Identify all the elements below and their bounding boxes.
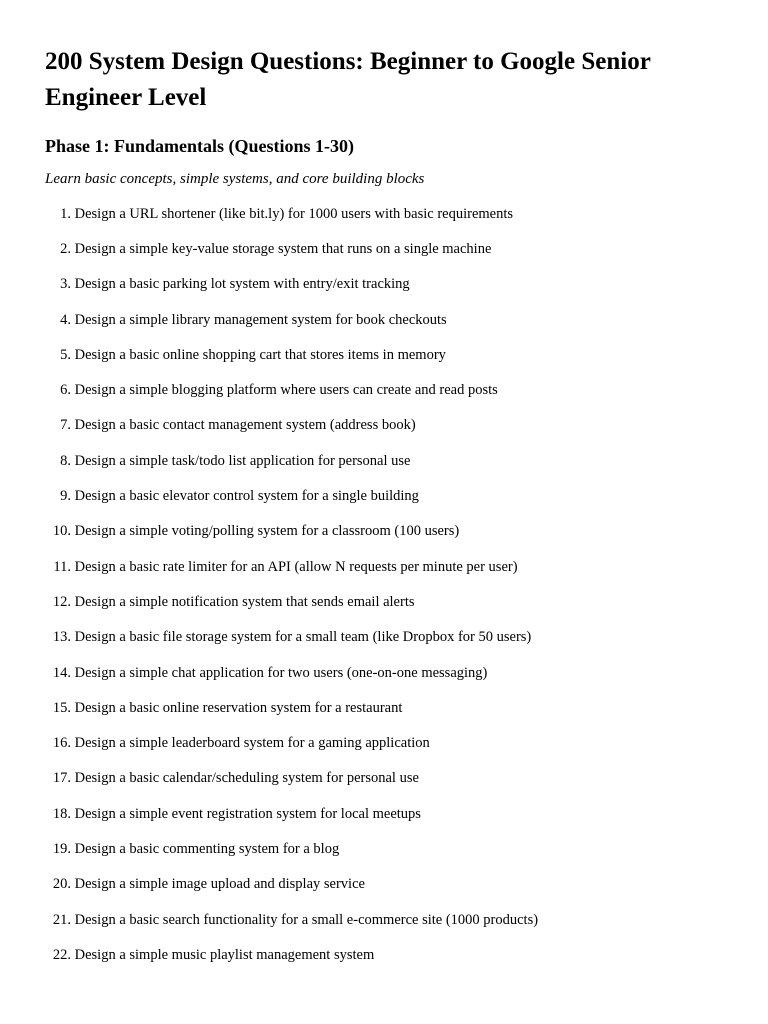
question-item — [45, 867, 728, 902]
question-number: 3. — [60, 276, 71, 293]
question-number: 2. — [60, 240, 71, 257]
question-number: 8. — [60, 452, 71, 469]
question-text: Design a simple music playlist management system — [74, 946, 375, 963]
question-item — [45, 514, 728, 549]
question-item — [45, 443, 728, 478]
question-number: 19. — [52, 840, 71, 857]
question-text: Design a URL shortener (like bit.ly) for 1000 users with basic requirements — [74, 205, 514, 222]
question-text: Design a basic online reservation system for a restaurant — [74, 699, 403, 716]
question-item — [45, 831, 728, 866]
question-number: 16. — [52, 735, 71, 752]
phase-description: Learn basic concepts, simple systems, and core building blocks — [45, 171, 425, 187]
question-number: 6. — [60, 382, 71, 399]
question-number: 5. — [60, 346, 71, 363]
question-item — [45, 902, 728, 937]
question-item — [45, 549, 728, 584]
question-item — [45, 337, 728, 372]
question-text: Design a basic file storage system for a small team (like Dropbox for 50 users) — [74, 629, 532, 646]
question-number: 4. — [60, 311, 71, 328]
question-text: Design a basic online shopping cart that stores items in memory — [74, 346, 446, 363]
question-text: Design a simple leaderboard system for a gaming application — [74, 735, 430, 752]
question-item — [45, 725, 728, 760]
question-number: 15. — [52, 699, 71, 716]
question-text: Design a simple chat application for two users (one-on-one messaging) — [74, 664, 488, 681]
question-number: 17. — [52, 770, 71, 787]
question-number: 18. — [52, 805, 71, 822]
question-number: 21. — [52, 911, 71, 928]
question-number: 7. — [60, 417, 71, 434]
question-item — [45, 231, 728, 266]
question-text: Design a simple notification system that sends email alerts — [74, 593, 415, 610]
question-number: 10. — [52, 523, 71, 540]
question-text: Design a basic commenting system for a blog — [74, 840, 340, 857]
question-item — [45, 196, 728, 231]
question-text: Design a basic elevator control system for a single building — [74, 488, 419, 505]
question-item — [45, 655, 728, 690]
question-text: Design a basic contact management system (address book) — [74, 417, 416, 434]
question-text: Design a simple key-value storage system that runs on a single machine — [74, 240, 492, 257]
question-number: 9. — [60, 488, 71, 505]
question-item — [45, 796, 728, 831]
question-list — [45, 196, 728, 973]
question-text: Design a simple blogging platform where users can create and read posts — [74, 382, 498, 399]
question-item — [45, 267, 728, 302]
question-item — [45, 478, 728, 513]
question-number: 14. — [52, 664, 71, 681]
question-number: 12. — [52, 593, 71, 610]
question-text: Design a simple library management system for book checkouts — [74, 311, 447, 328]
question-number: 11. — [53, 558, 71, 575]
question-text: Design a basic parking lot system with entry/exit tracking — [74, 276, 410, 293]
question-item — [45, 761, 728, 796]
question-item — [45, 408, 728, 443]
question-item — [45, 620, 728, 655]
question-item — [45, 690, 728, 725]
question-number: 20. — [52, 876, 71, 893]
question-number: 22. — [52, 946, 71, 963]
question-text: Design a simple image upload and display service — [74, 876, 365, 893]
question-number: 1. — [60, 205, 71, 222]
question-item — [45, 584, 728, 619]
question-text: Design a simple task/todo list application for personal use — [74, 452, 411, 469]
question-text: Design a basic calendar/scheduling system for personal use — [74, 770, 419, 787]
question-number: 13. — [52, 629, 71, 646]
question-item — [45, 937, 728, 972]
question-item — [45, 302, 728, 337]
question-text: Design a simple voting/polling system for a classroom (100 users) — [74, 523, 460, 540]
phase-heading: Phase 1: Fundamentals (Questions 1-30) — [45, 136, 355, 156]
question-item — [45, 372, 728, 407]
page-title: 200 System Design Questions: Beginner to Google Senior Engineer Level — [45, 48, 651, 111]
question-text: Design a basic search functionality for a small e-commerce site (1000 products) — [74, 911, 539, 928]
question-text: Design a basic rate limiter for an API (allow N requests per minute per user) — [74, 558, 518, 575]
question-text: Design a simple event registration system for local meetups — [74, 805, 421, 822]
